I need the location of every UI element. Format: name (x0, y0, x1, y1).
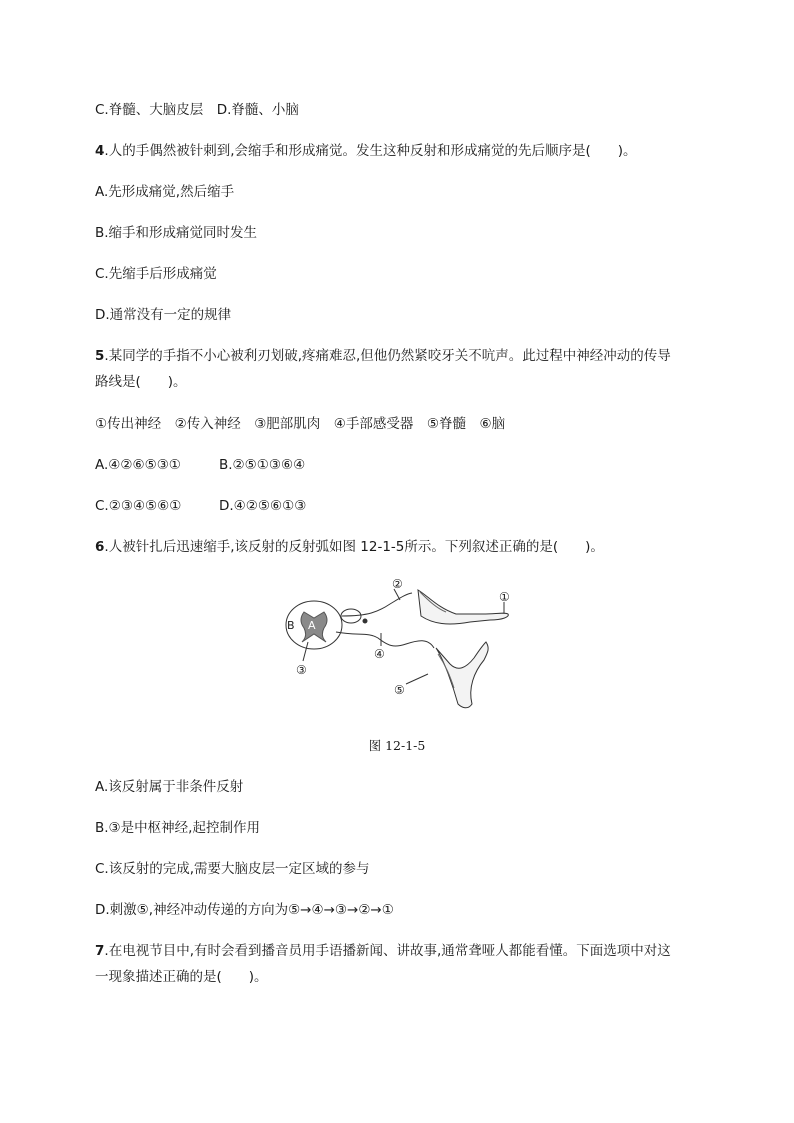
question-number: 7 (95, 943, 105, 959)
q4-option-a: A.先形成痛觉,然后缩手 (95, 184, 235, 200)
q6-option-d: D.刺激⑤,神经冲动传递的方向为⑤→④→③→②→① (95, 902, 394, 918)
question-6 (95, 537, 604, 557)
question-stem: .在电视节目中,有时会看到播音员用手语播新闻、讲故事,通常聋哑人都能看懂。下面选项中对这 (104, 943, 671, 959)
q6-option-a: A.该反射属于非条件反射 (95, 779, 244, 795)
leader-5 (406, 674, 428, 684)
q5-stem-line2: 路线是( )。 (95, 374, 187, 390)
q5-option-b: B.②⑤①③⑥④ (219, 457, 306, 473)
question-5 (95, 346, 671, 366)
efferent-nerve (336, 632, 434, 648)
label-b: B (287, 619, 295, 632)
label-4: ④ (374, 647, 385, 661)
question-number: 5 (95, 348, 105, 364)
q3-options-cd: C.脊髓、大脑皮层 D.脊髓、小脑 (95, 102, 299, 118)
label-5: ⑤ (394, 683, 405, 697)
receptor-dot (363, 619, 367, 623)
afferent-nerve (342, 593, 412, 616)
reflex-arc-figure (278, 576, 522, 710)
question-stem: .人被针扎后迅速缩手,该反射的反射弧如图 12-1-5所示。下列叙述正确的是( )。 (104, 539, 604, 555)
q4-option-c: C.先缩手后形成痛觉 (95, 266, 217, 282)
q6-option-b: B.③是中枢神经,起控制作用 (95, 820, 260, 836)
label-2: ② (392, 577, 403, 591)
q5-option-c: C.②③④⑤⑥① (95, 498, 182, 514)
q6-option-c: C.该反射的完成,需要大脑皮层一定区域的参与 (95, 861, 370, 877)
raised-arm (436, 642, 488, 708)
q5-option-d: D.④②⑤⑥①③ (219, 498, 307, 514)
q4-option-b: B.缩手和形成痛觉同时发生 (95, 225, 258, 241)
label-3: ③ (296, 663, 307, 677)
label-a: A (308, 619, 316, 632)
figure-caption: 图 12-1-5 (368, 738, 426, 753)
question-number: 4 (95, 143, 105, 159)
leader-3 (303, 642, 308, 661)
question-number: 6 (95, 539, 105, 555)
question-stem: .人的手偶然被针刺到,会缩手和形成痛觉。发生这种反射和形成痛觉的先后顺序是( )。 (104, 143, 637, 159)
horizontal-arm (418, 590, 508, 624)
label-1: ① (499, 590, 510, 604)
q5-option-a: A.④②⑥⑤③① (95, 457, 181, 473)
question-stem: .某同学的手指不小心被利刃划破,疼痛难忍,但他仍然紧咬牙关不吭声。此过程中神经冲动的传导 (104, 348, 671, 364)
question-7 (95, 941, 671, 961)
q5-items: ①传出神经 ②传入神经 ③肥部肌肉 ④手部感受器 ⑤脊髓 ⑥脑 (95, 416, 506, 432)
q4-option-d: D.通常没有一定的规律 (95, 307, 232, 323)
question-4 (95, 141, 637, 161)
q7-stem-line2: 一现象描述正确的是( )。 (95, 969, 268, 985)
